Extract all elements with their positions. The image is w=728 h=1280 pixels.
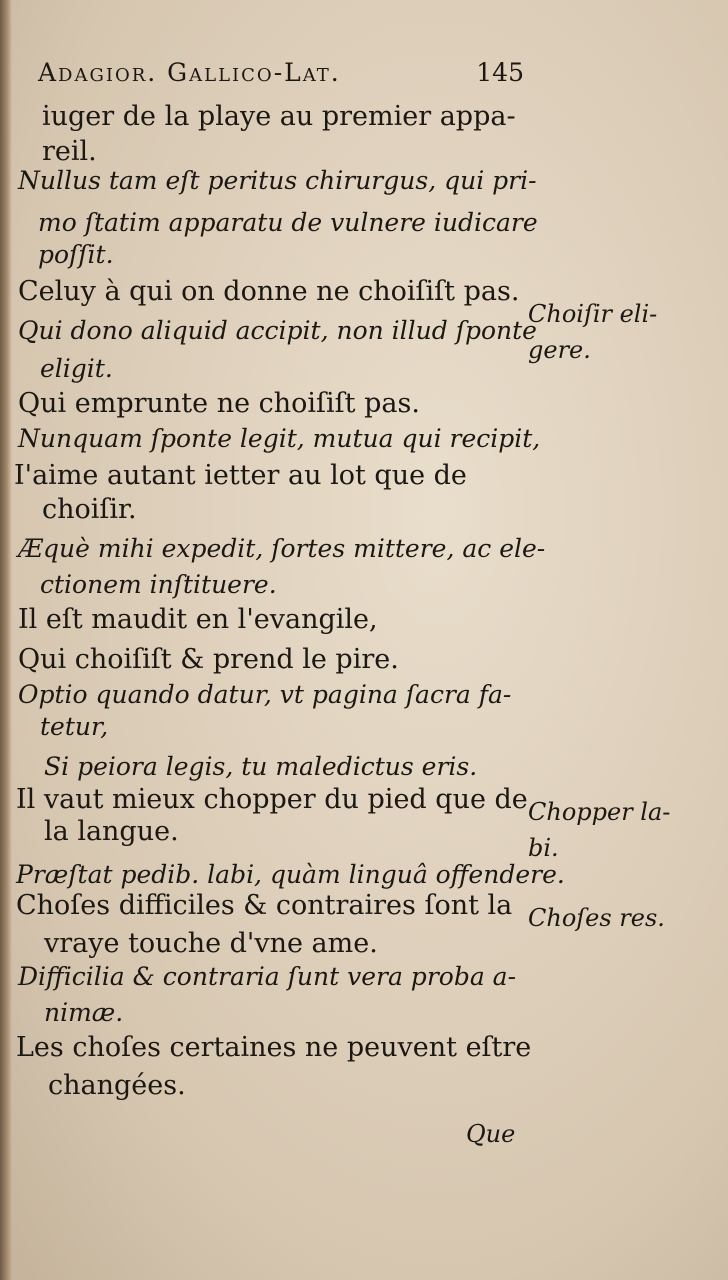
text-line: changées. xyxy=(48,1070,186,1101)
latin-line: Præſtat pedib. labi, quàm linguâ offendere. xyxy=(16,860,565,889)
latin-line: eligit. xyxy=(40,354,113,383)
latin-line: ctionem inſtituere. xyxy=(40,570,277,599)
text-line: Il vaut mieux chopper du pied que de xyxy=(16,784,528,815)
text-line: Il eſt maudit en l'evangile, xyxy=(18,604,378,635)
catchword: Que xyxy=(466,1120,516,1148)
text-line: Celuy à qui on donne ne choiſiſt pas. xyxy=(18,276,520,307)
header-title: Adagior. Gallico-Lat. xyxy=(38,58,341,87)
running-header xyxy=(38,58,524,87)
latin-line: Qui dono aliquid accipit, non illud ſponte xyxy=(18,316,537,345)
latin-line: Optio quando datur, vt pagina ſacra fa- xyxy=(18,680,512,709)
text-line: Qui emprunte ne choiſiſt pas. xyxy=(18,388,420,419)
latin-line: Æquè mihi expedit, ſortes mittere, ac ele- xyxy=(18,534,546,563)
latin-line: Nunquam ſponte legit, mutua qui recipit, xyxy=(18,424,541,453)
text-line: choiſir. xyxy=(42,494,137,525)
marginal-note: Chopper la- xyxy=(528,798,671,826)
marginal-note: bi. xyxy=(528,834,559,862)
latin-line: Nullus tam eſt peritus chirurgus, qui pri- xyxy=(18,166,537,195)
text-line: Qui choiſiſt & prend le pire. xyxy=(18,644,399,675)
latin-line: nimæ. xyxy=(44,998,124,1027)
latin-line: poſſit. xyxy=(38,240,114,269)
latin-line: Difficilia & contraria ſunt vera proba a- xyxy=(18,962,517,991)
latin-line: tetur, xyxy=(40,712,109,741)
text-line: Les choſes certaines ne peuvent eſtre xyxy=(16,1032,532,1063)
marginal-note: Choiſir eli- xyxy=(528,300,658,328)
marginal-note: Choſes res. xyxy=(528,904,665,932)
binding-gutter xyxy=(0,0,12,1280)
text-line: la langue. xyxy=(44,816,179,847)
page-number: 145 xyxy=(476,58,524,87)
text-line: I'aime autant ietter au lot que de xyxy=(14,460,467,491)
text-line: Choſes difficiles & contraires ſont la xyxy=(16,890,513,921)
text-line: iuger de la playe au premier appa- xyxy=(42,101,516,132)
text-line: reil. xyxy=(42,136,97,167)
latin-line: Si peiora legis, tu maledictus eris. xyxy=(44,752,478,781)
marginal-note: gere. xyxy=(528,336,591,364)
text-line: vraye touche d'vne ame. xyxy=(44,928,378,959)
latin-line: mo ſtatim apparatu de vulnere iudicare xyxy=(38,208,538,237)
